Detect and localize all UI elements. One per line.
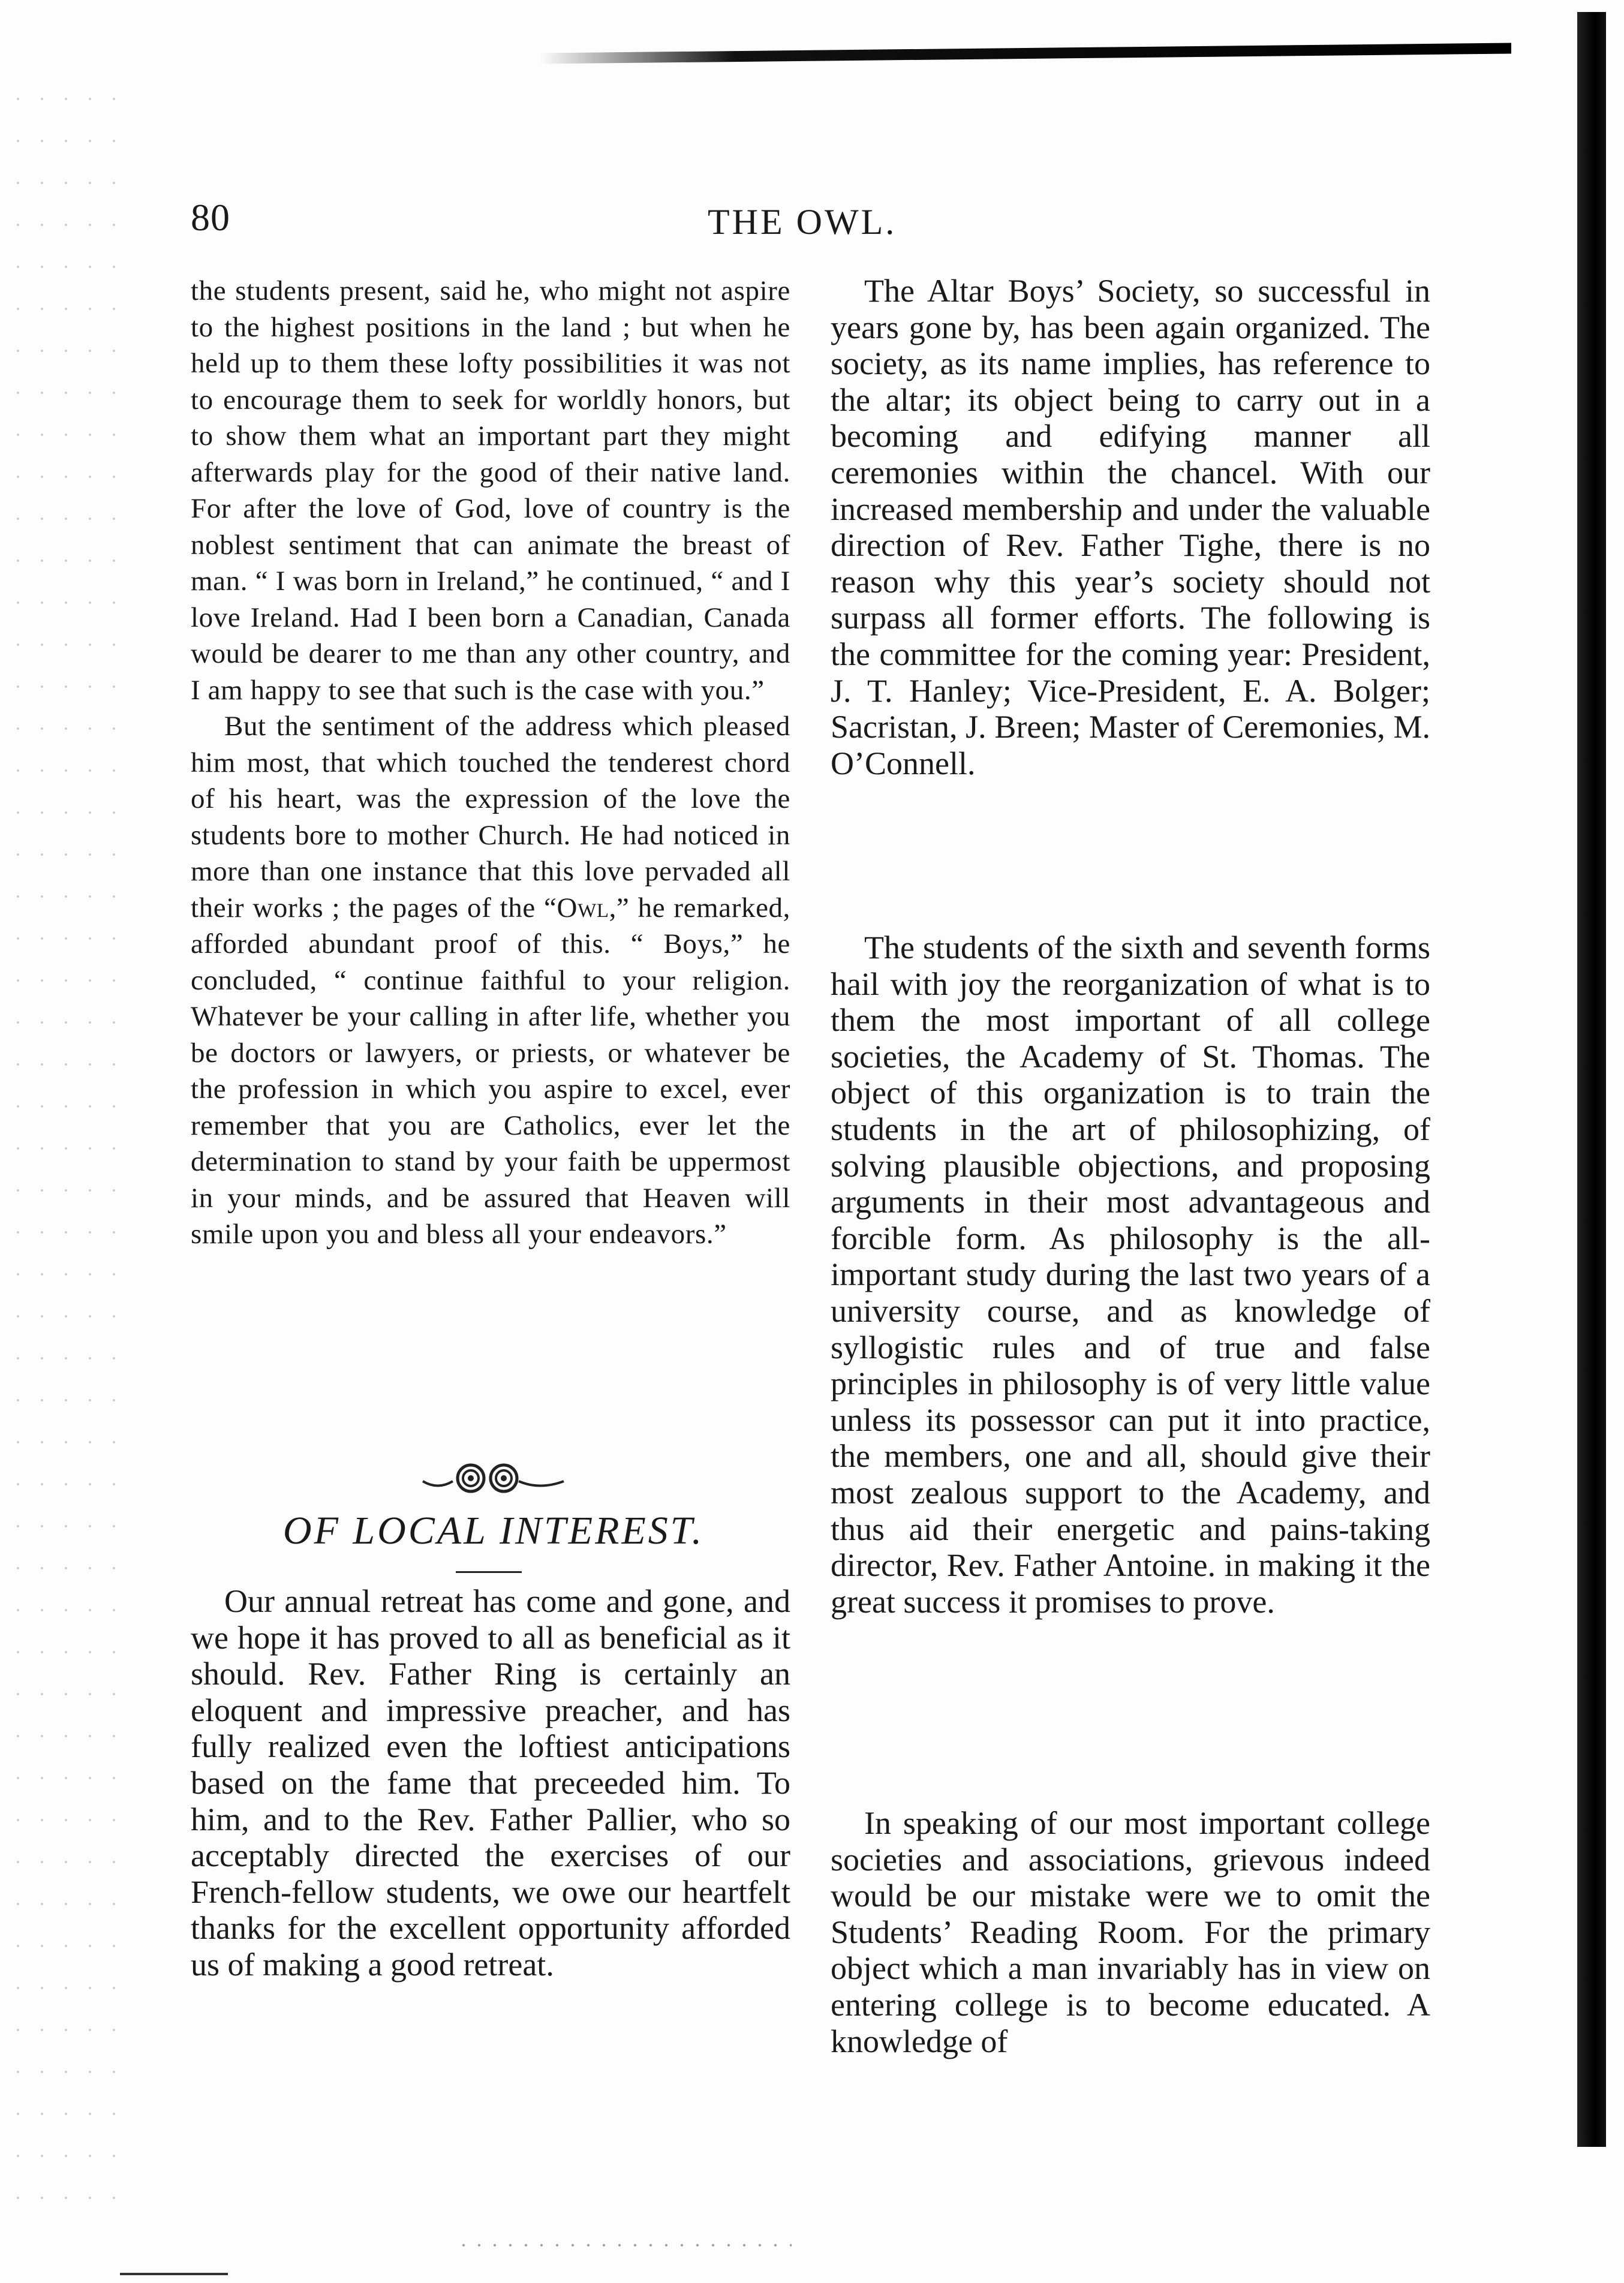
right-column-reading-room <box>831 1805 1430 2059</box>
scan-speckle-left-margin <box>0 78 120 2237</box>
section-ornament-icon <box>420 1457 570 1499</box>
sentiment-paragraph <box>191 708 790 1253</box>
speech-paragraph: the students present, said he, who might not aspire to the highest positions in the land ; but when he held up to them these lofty possibilities it was not to encourage them to seek for worldly honors, but to show them what an important part they might afterwards play for the good of their native land. For after the love of God, love of country is the noblest sentiment that can animate the breast of man. “ I was born in Ireland,” he continued, “ and I love Ireland. Had I been born a Canadian, Canada would be dearer to me than any other country, and I am happy to see that such is the case with you.” <box>191 275 790 706</box>
scan-mark-bottom <box>120 2273 228 2275</box>
sentiment-text-after: ,” he remarked, afforded abundant proof of this. “ Boys,” he concluded, “ continue faithful to your religion. Whatever be your calling in after life, whether you be doctors or lawyers, or priests, or whatever be the profession in which you aspire to excel, ever remember that you are Catholics, ever let the determination to stand by your faith be uppermost in your minds, and be assured that Heaven will smile upon you and bless all your endeavors.” <box>191 892 790 1250</box>
retreat-paragraph: Our annual retreat has come and gone, and we hope it has proved to all as beneficial as it should. Rev. Father Ring is certainly an eloquent and impressive preacher, and has fully realized even the loftiest anticipations based on the fame that preceeded him. To him, and to the Rev. Father Pallier, who so acceptably directed the exercises of our French-fellow students, we owe our heartfelt thanks for the excellent opportunity afforded us of making a good retreat. <box>191 1583 790 1983</box>
section-title: OF LOCAL INTEREST. <box>282 1509 705 1553</box>
section-title-rule <box>456 1571 522 1573</box>
scan-shadow-right-edge <box>1577 12 1606 2147</box>
reading-room-paragraph: In speaking of our most important college societies and associations, grievous indeed would be our mistake were we to omit the Students’ Reading Room. For the primary object which a man invariably has in view on entering college is to become educated. A knowledge of <box>831 1805 1430 2059</box>
scan-shadow-top <box>540 43 1511 64</box>
sentiment-text-before: But the sentiment of the address which pleased him most, that which touched the tenderest chord of his heart, was the expression of the love the students bore to mother Church. He had noticed in more than one instance that this love pervaded all their works ; the pages of the “ <box>191 711 790 924</box>
right-column-academy <box>831 930 1430 1620</box>
left-column <box>191 273 790 1253</box>
scan-speckle-bottom <box>456 2243 792 2248</box>
academy-paragraph: The students of the sixth and seventh forms hail with joy the reorganization of what is to them the most important of all college societies, the Academy of St. Thomas. The object of this organization is to train the students in the art of philosophizing, of solving plausible objections, and proposing arguments in their most advantageous and forcible form. As philosophy is the all-important study during the last two years of a university course, and as knowledge of syllogistic rules and of true and false principles in philosophy is of very little value unless its possessor can put it into practice, the members, one and all, should give their most zealous support to the Academy, and thus aid their energetic and pains-taking director, Rev. Father Antoine. in making it the great success it promises to prove. <box>831 930 1430 1620</box>
altar-boys-paragraph: The Altar Boys’ Society, so successful in years gone by, has been again organized. The society, as its name implies, has reference to the altar; its object being to carry out in a becoming and edifying manner all ceremonies within the chancel. With our increased membership and under the valuable direction of Rev. Father Tighe, there is no reason why this year’s society should not surpass all former efforts. The following is the committee for the coming year: President, J. T. Hanley; Vice-President, E. A. Bolger; Sacristan, J. Breen; Master of Ceremonies, M. O’Connell. <box>831 273 1430 781</box>
page-number: 80 <box>191 196 230 239</box>
retreat-block <box>191 1583 790 1983</box>
right-column-altar-boys <box>831 273 1430 781</box>
running-head: THE OWL. <box>708 202 897 242</box>
owl-word: Owl <box>557 892 609 924</box>
